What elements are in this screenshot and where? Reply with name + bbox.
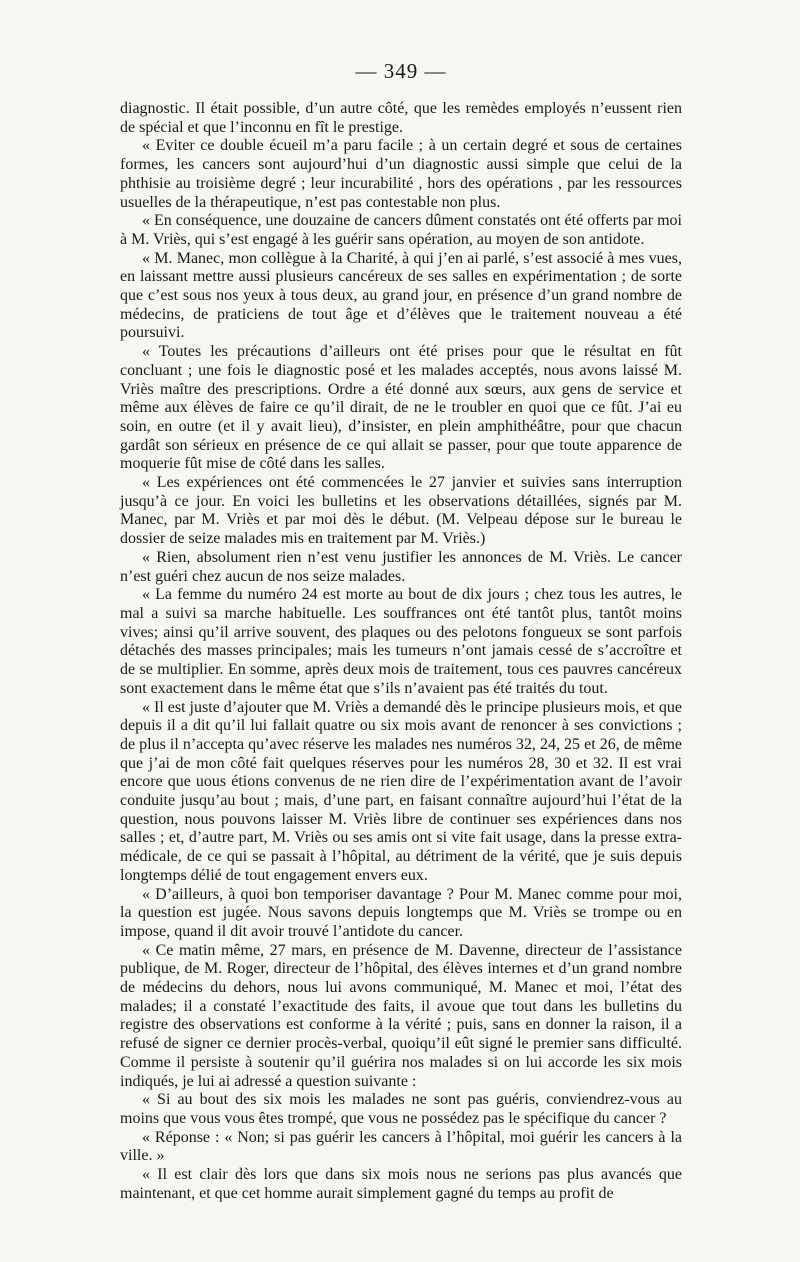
paragraph-4: « M. Manec, mon collègue à la Charité, à qui j’en ai parlé, s’est associé à mes vues, en laissant mettre aussi plusieurs cancéreux de ses salles en expérimentation ; de sorte que c’est sous nos yeux à tous deux, au grand jour, en présence d’un grand nombre de médecins, de praticiens de tout âge et d’élèves que le traitement nouveau a été poursuivi. (120, 249, 682, 342)
page-number: — 349 — (355, 59, 447, 83)
paragraph-10: « D’ailleurs, à quoi bon temporiser davantage ? Pour M. Manec comme pour moi, la question est jugée. Nous savons depuis longtemps que M. Vriès se trompe ou en impose, quand il dit avoir trouvé l’antidote du cancer. (120, 885, 682, 940)
body-text (120, 100, 682, 1203)
paragraph-1: diagnostic. Il était possible, d’un autre côté, que les remèdes employés n’eussent rien de spécial et que l’inconnu en fît le prestige. (120, 100, 682, 136)
paragraph-2: « Eviter ce double écueil m’a paru facile ; à un certain degré et sous de certaines formes, les cancers sont aujourd’hui d’un diagnostic aussi simple que celui de la phthisie au troisième degré ; leur incurabilité , hors des opérations , par les ressources usuelles de la thérapeutique, n’est pas contestable non plus. (120, 137, 682, 211)
paragraph-7: « Rien, absolument rien n’est venu justifier les annonces de M. Vriès. Le cancer n’est guéri chez aucun de nos seize malades. (120, 548, 682, 585)
paragraph-3: « En conséquence, une douzaine de cancers dûment constatés ont été offerts par moi à M. Vriès, qui s’est engagé à les guérir sans opération, au moyen de son antidote. (120, 212, 682, 248)
paragraph-8: « La femme du numéro 24 est morte au bout de dix jours ; chez tous les autres, le mal a suivi sa marche habituelle. Les souffrances ont été tantôt plus, tantôt moins vives; ainsi qu’il arrive souvent, des plaques ou des pelotons fongueux se sont parfois détachés des masses principales; mais les tumeurs n’ont jamais cessé de s’accroître et de se multiplier. En somme, après deux mois de traitement, tous ces pauvres cancéreux sont exactement dans le même état que s’ils n’avaient pas été traités du tout. (120, 586, 682, 697)
paragraph-9: « Il est juste d’ajouter que M. Vriès a demandé dès le principe plusieurs mois, et que depuis il a dit qu’il lui fallait quatre ou six mois avant de renoncer à ses convictions ; de plus il n’accepta qu’avec réserve les malades nes numéros 32, 24, 25 et 26, de même que j’ai de mon côté fait quelques réserves pour les numéros 28, 30 et 32. Il est vrai encore que uous étions convenus de ne rien dire de l’expérimentation avant de l’avoir conduite jusqu’au bout ; mais, d’une part, en faisant connaître aujourd’hui l’état de la question, nous pouvons laisser M. Vriès libre de continuer ses expériences dans nos salles ; et, d’autre part, M. Vriès ou ses amis ont si vite fait usage, dans la presse extra-médicale, de ce qui se passait à l’hôpital, au détriment de la vérité, que je suis depuis longtemps délié de tout engagement envers eux. (120, 698, 682, 884)
paragraph-5: « Toutes les précautions d’ailleurs ont été prises pour que le résultat en fût concluant ; une fois le diagnostic posé et les malades acceptés, nous avons laissé M. Vriès maître des prescriptions. Ordre a été donné aux sœurs, aux gens de service et même aux élèves de faire ce qu’il dirait, de ne le troubler en quoi que ce fût. J’ai eu soin, en outre (et il y avait lieu), d’insister, en plein amphithéâtre, pour que chacun gardât son sérieux en présence de ce qui allait se passer, pour que toute apparence de moquerie fût mise de côté dans les salles. (120, 343, 682, 473)
paragraph-12: « Si au bout des six mois les malades ne sont pas guéris, conviendrez-vous au moins que vous vous êtes trompé, que vous ne possédez pas le spécifique du cancer ? (120, 1091, 682, 1127)
paragraph-13: « Réponse : « Non; si pas guérir les cancers à l’hôpital, moi guérir les cancers à la ville. » (120, 1128, 682, 1165)
paragraph-6: « Les expériences ont été commencées le 27 janvier et suivies sans interruption jusqu’à ce jour. En voici les bulletins et les observations détaillées, signés par M. Manec, par M. Vriès et par moi dès le début. (M. Velpeau dépose sur le bureau le dossier de seize malades mis en traitement par M. Vriès.) (120, 474, 682, 548)
paragraph-14: « Il est clair dès lors que dans six mois nous ne serions pas plus avancés que maintenant, et que cet homme aurait simplement gagné du temps au profit de (120, 1166, 682, 1202)
paragraph-11: « Ce matin même, 27 mars, en présence de M. Davenne, directeur de l’assistance publique, de M. Roger, directeur de l’hôpital, des élèves internes et d’un grand nombre de médecins du dehors, nous lui avons communiqué, M. Manec et moi, l’état des malades; il a constaté l’exactitude des faits, il avoue que tout dans les bulletins du registre des observations est conforme à la vérité ; puis, sans en donner la raison, il a refusé de signer ce dernier procès-verbal, quoiqu’il eût signé le premier sans difficulté. Comme il persiste à soutenir qu’il guérira nos malades si on lui accorde les six mois indiqués, je lui ai adressé a question suivante : (120, 941, 682, 1090)
